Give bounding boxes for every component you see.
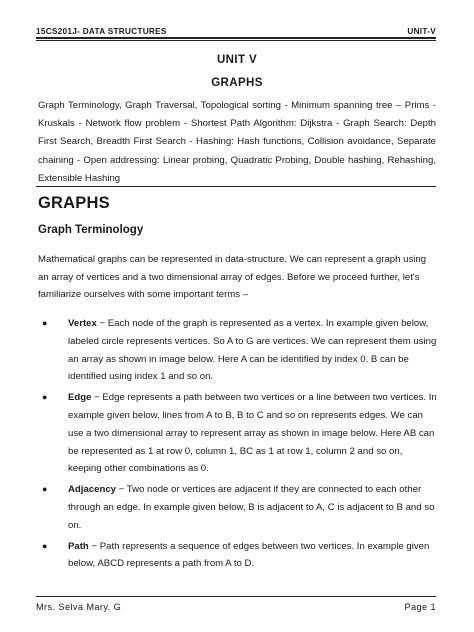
author-name: Mrs. Selva Mary. G bbox=[36, 602, 122, 612]
page-number: Page 1 bbox=[404, 602, 436, 612]
term-name: Edge bbox=[68, 392, 92, 404]
bullet-icon: ● bbox=[42, 318, 48, 328]
term-definition: − Two node or vertices are adjacent if they are connected to each other through an edge. In example given below, B is adjacent to A, C is adjacent to B and so on. bbox=[68, 484, 435, 531]
term-name: Vertex bbox=[68, 318, 97, 329]
bullet-icon: ● bbox=[42, 392, 48, 403]
list-item bbox=[38, 481, 438, 534]
term-definition: − Edge represents a path between two vertices or a line between two vertices. In example given below, lines from A to B, B to C and so on represents edges. We can use a two dimensional array to represent array as shown in image below. Here AB can be represented as 1 at row 0, column 1, BC as 1 at row 1, column 2 and so on, keeping other combinations as 0. bbox=[68, 392, 437, 475]
unit-topic-title: GRAPHS bbox=[211, 77, 263, 89]
term-definition: − Each node of the graph is represented as a vertex. In example given below, labeled circle represents vertices. So A to G are vertices. We can represent them using an array as shown in image below. Here A can be identified by index 0. B can be identified using index 1 and so on. bbox=[68, 318, 437, 383]
term-name: Path bbox=[68, 540, 89, 552]
term-name: Adjacency bbox=[68, 484, 116, 496]
section-divider bbox=[36, 186, 436, 187]
section-title: GRAPHS bbox=[38, 194, 110, 212]
term-definition: − Path represents a sequence of edges between two vertices. In example given below, ABCD represents a path from A to D. bbox=[68, 540, 430, 570]
terms-list bbox=[38, 315, 438, 576]
unit-title: UNIT V bbox=[216, 54, 258, 66]
syllabus-paragraph: Graph Terminology, Graph Traversal, Topological sorting - Minimum spanning tree – Prims - Kruskals - Network flow problem - Shortest Path Algorithm: Dijkstra - Graph Search: Depth First Search, Breadth First Search - Hashing: Hash functions, Collision avoidance, Separate chaining - Open addressing: Linear probing, Quadratic Probing, Double hashing, Rehashing, Extensible Hashing bbox=[38, 100, 436, 184]
list-item bbox=[38, 538, 438, 574]
bullet-icon: ● bbox=[42, 484, 48, 495]
header-rule-thin bbox=[36, 40, 436, 41]
unit-label: UNIT-V bbox=[407, 27, 436, 36]
subsection-title: Graph Terminology bbox=[38, 224, 144, 236]
course-code: 15CS201J- DATA STRUCTURES bbox=[36, 27, 167, 36]
intro-paragraph: Mathematical graphs can be represented in data-structure. We can represent a graph using an array of vertices and a two dimensional array of edges. Before we proceed further, let's familiarize ourselves with some important terms – bbox=[38, 254, 427, 300]
list-item bbox=[38, 389, 438, 478]
header-rule bbox=[36, 37, 436, 39]
footer-rule bbox=[36, 596, 436, 597]
bullet-icon: ● bbox=[42, 540, 48, 551]
list-item bbox=[38, 315, 438, 386]
